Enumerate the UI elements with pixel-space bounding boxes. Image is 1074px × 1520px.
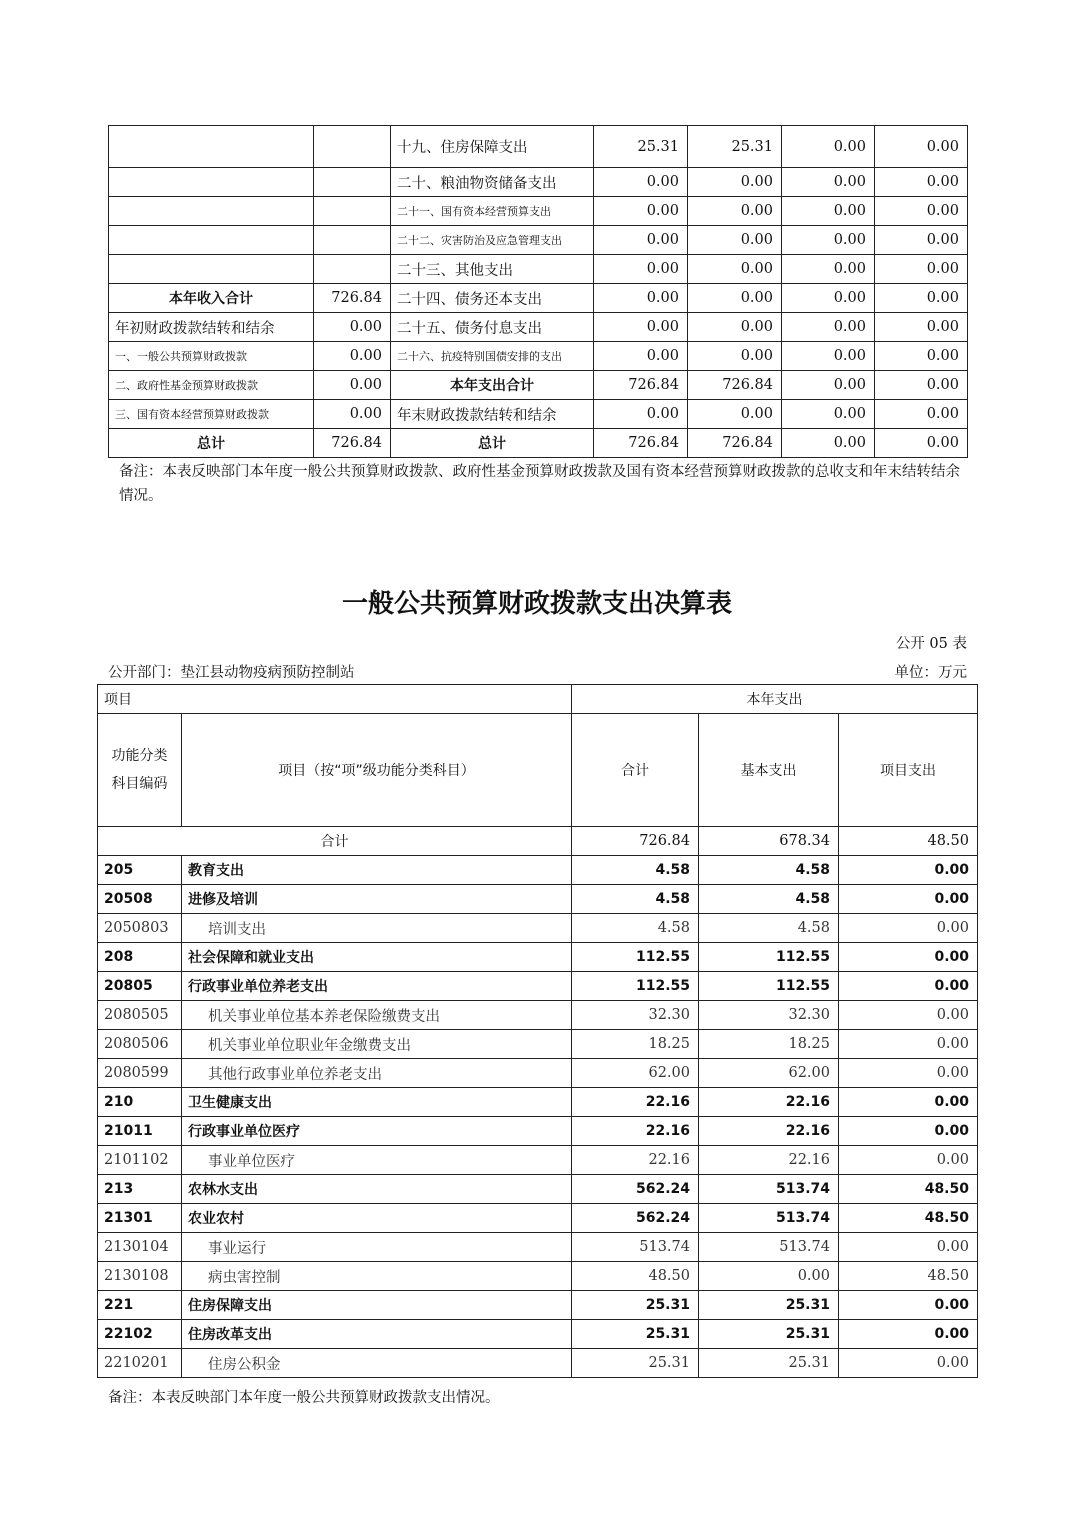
cell-name: 教育支出 — [182, 856, 572, 885]
cell-d: 0.00 — [594, 313, 688, 342]
cell-b: 0.00 — [314, 313, 391, 342]
cell-f: 0.00 — [782, 284, 875, 313]
cell-e: 0.00 — [688, 313, 782, 342]
cell-b — [314, 255, 391, 284]
cell-code: 2050803 — [98, 914, 182, 943]
department-label: 公开部门：垫江县动物疫病预防控制站 — [108, 665, 355, 681]
cell-d: 0.00 — [594, 197, 688, 226]
cell-b — [314, 126, 391, 168]
cell-a: 三、国有资本经营预算财政拨款 — [109, 400, 314, 429]
cell-code: 205 — [98, 856, 182, 885]
cell-d: 0.00 — [594, 226, 688, 255]
table-number: 公开 05 表 — [895, 636, 967, 652]
cell-project: 0.00 — [839, 1030, 978, 1059]
cell-a — [109, 226, 314, 255]
cell-project: 0.00 — [839, 914, 978, 943]
cell-basic: 22.16 — [699, 1088, 839, 1117]
cell-basic: 25.31 — [699, 1320, 839, 1349]
cell-basic: 22.16 — [699, 1117, 839, 1146]
bottom-table-note: 备注：本表反映部门本年度一般公共预算财政拨款支出情况。 — [108, 1390, 500, 1406]
cell-basic: 18.25 — [699, 1030, 839, 1059]
table-row — [109, 371, 968, 400]
cell-total: 32.30 — [572, 1001, 699, 1030]
header-total: 合计 — [572, 714, 699, 827]
cell-code: 2101102 — [98, 1146, 182, 1175]
cell-b — [314, 197, 391, 226]
cell-b: 0.00 — [314, 400, 391, 429]
cell-name: 其他行政事业单位养老支出 — [182, 1059, 572, 1088]
table-row — [98, 1204, 978, 1233]
top-table-note: 备注：本表反映部门本年度一般公共预算财政拨款、政府性基金预算财政拨款及国有资本经营预算财政拨款的总收支和年末结转结余情况。 — [119, 464, 960, 504]
cell-a — [109, 168, 314, 197]
cell-project: 0.00 — [839, 1088, 978, 1117]
cell-c: 二十六、抗疫特别国债安排的支出 — [391, 342, 594, 371]
cell-total: 22.16 — [572, 1117, 699, 1146]
table-row — [98, 1262, 978, 1291]
total-basic: 678.34 — [699, 827, 839, 856]
cell-f: 0.00 — [782, 371, 875, 400]
cell-f: 0.00 — [782, 342, 875, 371]
cell-project: 48.50 — [839, 1204, 978, 1233]
cell-code: 20805 — [98, 972, 182, 1001]
cell-project: 0.00 — [839, 1001, 978, 1030]
table-row — [109, 197, 968, 226]
cell-project: 48.50 — [839, 1262, 978, 1291]
cell-total: 25.31 — [572, 1320, 699, 1349]
cell-code: 208 — [98, 943, 182, 972]
cell-g: 0.00 — [875, 226, 968, 255]
total-label: 合计 — [98, 827, 572, 856]
cell-name: 住房公积金 — [182, 1349, 572, 1378]
cell-g: 0.00 — [875, 342, 968, 371]
cell-total: 4.58 — [572, 885, 699, 914]
table-row — [109, 126, 968, 168]
cell-g: 0.00 — [875, 429, 968, 458]
cell-f: 0.00 — [782, 197, 875, 226]
header-row-1 — [98, 685, 978, 714]
header-code: 功能分类科目编码 — [98, 714, 182, 827]
cell-name: 机关事业单位职业年金缴费支出 — [182, 1030, 572, 1059]
cell-code: 2210201 — [98, 1349, 182, 1378]
cell-e: 726.84 — [688, 371, 782, 400]
table-row — [109, 284, 968, 313]
cell-name: 住房保障支出 — [182, 1291, 572, 1320]
cell-code: 22102 — [98, 1320, 182, 1349]
cell-project: 0.00 — [839, 943, 978, 972]
table-row — [109, 226, 968, 255]
cell-e: 25.31 — [688, 126, 782, 168]
cell-b: 0.00 — [314, 342, 391, 371]
cell-f: 0.00 — [782, 429, 875, 458]
table-row — [109, 400, 968, 429]
table-row — [98, 1233, 978, 1262]
cell-b: 0.00 — [314, 371, 391, 400]
table-row — [98, 1117, 978, 1146]
cell-f: 0.00 — [782, 400, 875, 429]
table-row — [98, 856, 978, 885]
table-row — [98, 972, 978, 1001]
cell-f: 0.00 — [782, 255, 875, 284]
expenditure-table-body — [98, 685, 978, 1378]
cell-project: 0.00 — [839, 1349, 978, 1378]
cell-basic: 513.74 — [699, 1233, 839, 1262]
cell-code: 21301 — [98, 1204, 182, 1233]
cell-g: 0.00 — [875, 313, 968, 342]
cell-basic: 513.74 — [699, 1175, 839, 1204]
cell-code: 2080506 — [98, 1030, 182, 1059]
table-row — [109, 168, 968, 197]
cell-total: 4.58 — [572, 856, 699, 885]
cell-project: 0.00 — [839, 972, 978, 1001]
cell-total: 62.00 — [572, 1059, 699, 1088]
total-row — [98, 827, 978, 856]
cell-d: 0.00 — [594, 284, 688, 313]
cell-c: 二十四、债务还本支出 — [391, 284, 594, 313]
total-total: 726.84 — [572, 827, 699, 856]
cell-g: 0.00 — [875, 255, 968, 284]
cell-code: 213 — [98, 1175, 182, 1204]
header-row-2 — [98, 714, 978, 827]
header-name: 项目（按“项”级功能分类科目） — [182, 714, 572, 827]
cell-basic: 4.58 — [699, 885, 839, 914]
cell-total: 513.74 — [572, 1233, 699, 1262]
cell-basic: 4.58 — [699, 856, 839, 885]
cell-f: 0.00 — [782, 313, 875, 342]
cell-name: 农林水支出 — [182, 1175, 572, 1204]
table-row — [98, 1059, 978, 1088]
income-expense-table-body — [109, 126, 968, 458]
header-project: 项目 — [98, 685, 572, 714]
unit-label: 单位：万元 — [894, 665, 967, 681]
cell-code: 21011 — [98, 1117, 182, 1146]
table-row — [109, 342, 968, 371]
cell-c: 二十二、灾害防治及应急管理支出 — [391, 226, 594, 255]
cell-e: 0.00 — [688, 400, 782, 429]
cell-code: 2080599 — [98, 1059, 182, 1088]
table-row — [98, 1175, 978, 1204]
cell-total: 112.55 — [572, 972, 699, 1001]
cell-basic: 62.00 — [699, 1059, 839, 1088]
total-project: 48.50 — [839, 827, 978, 856]
cell-c: 二十、粮油物资储备支出 — [391, 168, 594, 197]
cell-a — [109, 126, 314, 168]
income-expense-table — [108, 125, 968, 458]
table-row — [109, 255, 968, 284]
cell-d: 0.00 — [594, 168, 688, 197]
cell-name: 行政事业单位养老支出 — [182, 972, 572, 1001]
cell-project: 0.00 — [839, 885, 978, 914]
cell-project: 0.00 — [839, 1233, 978, 1262]
cell-a: 本年收入合计 — [109, 284, 314, 313]
cell-project: 0.00 — [839, 1146, 978, 1175]
cell-basic: 513.74 — [699, 1204, 839, 1233]
cell-c: 二十五、债务付息支出 — [391, 313, 594, 342]
table-row — [98, 1146, 978, 1175]
cell-total: 22.16 — [572, 1146, 699, 1175]
header-project-exp: 项目支出 — [839, 714, 978, 827]
table-row — [98, 1349, 978, 1378]
cell-code: 20508 — [98, 885, 182, 914]
cell-f: 0.00 — [782, 126, 875, 168]
header-basic: 基本支出 — [699, 714, 839, 827]
table-row — [98, 1291, 978, 1320]
cell-c: 二十一、国有资本经营预算支出 — [391, 197, 594, 226]
table-row — [109, 429, 968, 458]
table-row — [98, 914, 978, 943]
table-row — [109, 313, 968, 342]
cell-name: 住房改革支出 — [182, 1320, 572, 1349]
cell-c: 年末财政拨款结转和结余 — [391, 400, 594, 429]
cell-e: 0.00 — [688, 342, 782, 371]
cell-code: 2130108 — [98, 1262, 182, 1291]
cell-code: 2080505 — [98, 1001, 182, 1030]
table-row — [98, 943, 978, 972]
cell-e: 0.00 — [688, 168, 782, 197]
cell-name: 行政事业单位医疗 — [182, 1117, 572, 1146]
cell-g: 0.00 — [875, 371, 968, 400]
table-row — [98, 885, 978, 914]
header-this-year: 本年支出 — [572, 685, 978, 714]
cell-b — [314, 226, 391, 255]
cell-b — [314, 168, 391, 197]
cell-g: 0.00 — [875, 400, 968, 429]
cell-project: 0.00 — [839, 1117, 978, 1146]
cell-basic: 22.16 — [699, 1146, 839, 1175]
cell-name: 事业运行 — [182, 1233, 572, 1262]
cell-total: 22.16 — [572, 1088, 699, 1117]
cell-name: 事业单位医疗 — [182, 1146, 572, 1175]
cell-e: 0.00 — [688, 226, 782, 255]
cell-a: 总计 — [109, 429, 314, 458]
cell-total: 25.31 — [572, 1349, 699, 1378]
cell-a — [109, 197, 314, 226]
table-row — [98, 1320, 978, 1349]
cell-a: 年初财政拨款结转和结余 — [109, 313, 314, 342]
page-title: 一般公共预算财政拨款支出决算表 — [341, 589, 732, 619]
cell-c: 十九、住房保障支出 — [391, 126, 594, 168]
cell-e: 0.00 — [688, 255, 782, 284]
cell-basic: 4.58 — [699, 914, 839, 943]
cell-b: 726.84 — [314, 429, 391, 458]
cell-basic: 32.30 — [699, 1001, 839, 1030]
cell-project: 0.00 — [839, 856, 978, 885]
cell-name: 农业农村 — [182, 1204, 572, 1233]
cell-e: 0.00 — [688, 197, 782, 226]
cell-c: 二十三、其他支出 — [391, 255, 594, 284]
cell-total: 18.25 — [572, 1030, 699, 1059]
cell-basic: 25.31 — [699, 1291, 839, 1320]
cell-g: 0.00 — [875, 168, 968, 197]
cell-code: 2130104 — [98, 1233, 182, 1262]
cell-code: 221 — [98, 1291, 182, 1320]
cell-basic: 0.00 — [699, 1262, 839, 1291]
cell-project: 48.50 — [839, 1175, 978, 1204]
cell-total: 562.24 — [572, 1175, 699, 1204]
cell-basic: 112.55 — [699, 972, 839, 1001]
cell-g: 0.00 — [875, 126, 968, 168]
cell-total: 562.24 — [572, 1204, 699, 1233]
cell-total: 4.58 — [572, 914, 699, 943]
cell-total: 112.55 — [572, 943, 699, 972]
cell-g: 0.00 — [875, 284, 968, 313]
cell-f: 0.00 — [782, 226, 875, 255]
cell-f: 0.00 — [782, 168, 875, 197]
cell-a: 二、政府性基金预算财政拨款 — [109, 371, 314, 400]
cell-e: 726.84 — [688, 429, 782, 458]
cell-basic: 25.31 — [699, 1349, 839, 1378]
cell-b: 726.84 — [314, 284, 391, 313]
cell-d: 0.00 — [594, 400, 688, 429]
cell-name: 卫生健康支出 — [182, 1088, 572, 1117]
cell-code: 210 — [98, 1088, 182, 1117]
cell-d: 0.00 — [594, 342, 688, 371]
cell-project: 0.00 — [839, 1059, 978, 1088]
expenditure-table — [97, 684, 978, 1378]
table-row — [98, 1088, 978, 1117]
cell-total: 48.50 — [572, 1262, 699, 1291]
cell-name: 社会保障和就业支出 — [182, 943, 572, 972]
cell-name: 培训支出 — [182, 914, 572, 943]
cell-d: 0.00 — [594, 255, 688, 284]
table-row — [98, 1030, 978, 1059]
cell-a: 一、一般公共预算财政拨款 — [109, 342, 314, 371]
cell-name: 机关事业单位基本养老保险缴费支出 — [182, 1001, 572, 1030]
cell-name: 病虫害控制 — [182, 1262, 572, 1291]
cell-c: 本年支出合计 — [391, 371, 594, 400]
cell-total: 25.31 — [572, 1291, 699, 1320]
cell-project: 0.00 — [839, 1320, 978, 1349]
cell-g: 0.00 — [875, 197, 968, 226]
cell-project: 0.00 — [839, 1291, 978, 1320]
cell-d: 726.84 — [594, 371, 688, 400]
cell-c: 总计 — [391, 429, 594, 458]
cell-d: 726.84 — [594, 429, 688, 458]
cell-d: 25.31 — [594, 126, 688, 168]
cell-basic: 112.55 — [699, 943, 839, 972]
table-row — [98, 1001, 978, 1030]
cell-a — [109, 255, 314, 284]
cell-name: 进修及培训 — [182, 885, 572, 914]
cell-e: 0.00 — [688, 284, 782, 313]
